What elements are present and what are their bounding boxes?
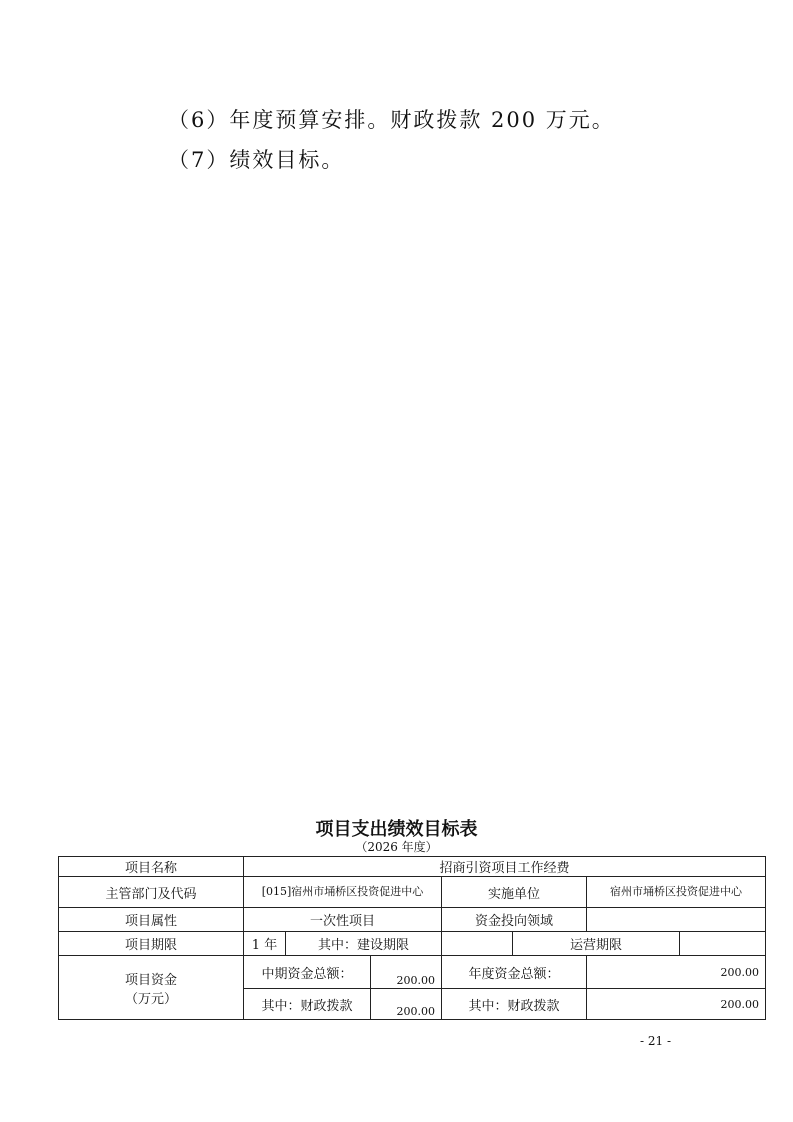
project-name-label: 项目名称 xyxy=(59,857,244,877)
build-period-label: 其中：建设期限 xyxy=(286,932,442,956)
mid-fiscal-label: 其中：财政拨款 xyxy=(244,989,371,1020)
period-value: 1 年 xyxy=(244,932,286,956)
operate-period-label: 运营期限 xyxy=(513,932,680,956)
build-period-value xyxy=(442,932,513,956)
mid-total-label: 中期资金总额： xyxy=(244,956,371,989)
page-number: - 21 - xyxy=(640,1034,672,1048)
impl-value: 宿州市埇桥区投资促进中心 xyxy=(587,877,766,908)
table-title: 项目支出绩效目标表 xyxy=(315,819,478,840)
direction-label: 资金投向领域 xyxy=(442,908,587,932)
fund-label-line1: 项目资金 xyxy=(124,972,177,988)
annual-total-label: 年度资金总额： xyxy=(442,956,587,989)
attr-label: 项目属性 xyxy=(59,908,244,932)
impl-label: 实施单位 xyxy=(442,877,587,908)
table-row xyxy=(59,877,766,908)
table-subtitle: （2026 年度） xyxy=(355,840,438,854)
annual-total-value: 200.00 xyxy=(587,956,766,989)
annual-fiscal-value: 200.00 xyxy=(587,989,766,1020)
performance-goal-paragraph: （7）绩效目标。 xyxy=(168,148,345,172)
table-row xyxy=(59,932,766,956)
budget-paragraph: （6）年度预算安排。财政拨款 200 万元。 xyxy=(168,108,615,132)
dept-label: 主管部门及代码 xyxy=(59,877,244,908)
direction-value xyxy=(587,908,766,932)
mid-fiscal-value: 200.00 xyxy=(371,989,442,1020)
table-row xyxy=(59,956,766,989)
attr-value: 一次性项目 xyxy=(244,908,442,932)
operate-period-value xyxy=(680,932,766,956)
dept-value: [015]宿州市埇桥区投资促进中心 xyxy=(244,877,442,908)
performance-target-table xyxy=(58,856,766,1020)
mid-total-value: 200.00 xyxy=(371,956,442,989)
table-row xyxy=(59,857,766,877)
fund-label-line2: （万元） xyxy=(124,991,177,1007)
fund-label xyxy=(59,956,244,1020)
table-row xyxy=(59,908,766,932)
period-label: 项目期限 xyxy=(59,932,244,956)
annual-fiscal-label: 其中：财政拨款 xyxy=(442,989,587,1020)
project-name-value: 招商引资项目工作经费 xyxy=(244,857,766,877)
